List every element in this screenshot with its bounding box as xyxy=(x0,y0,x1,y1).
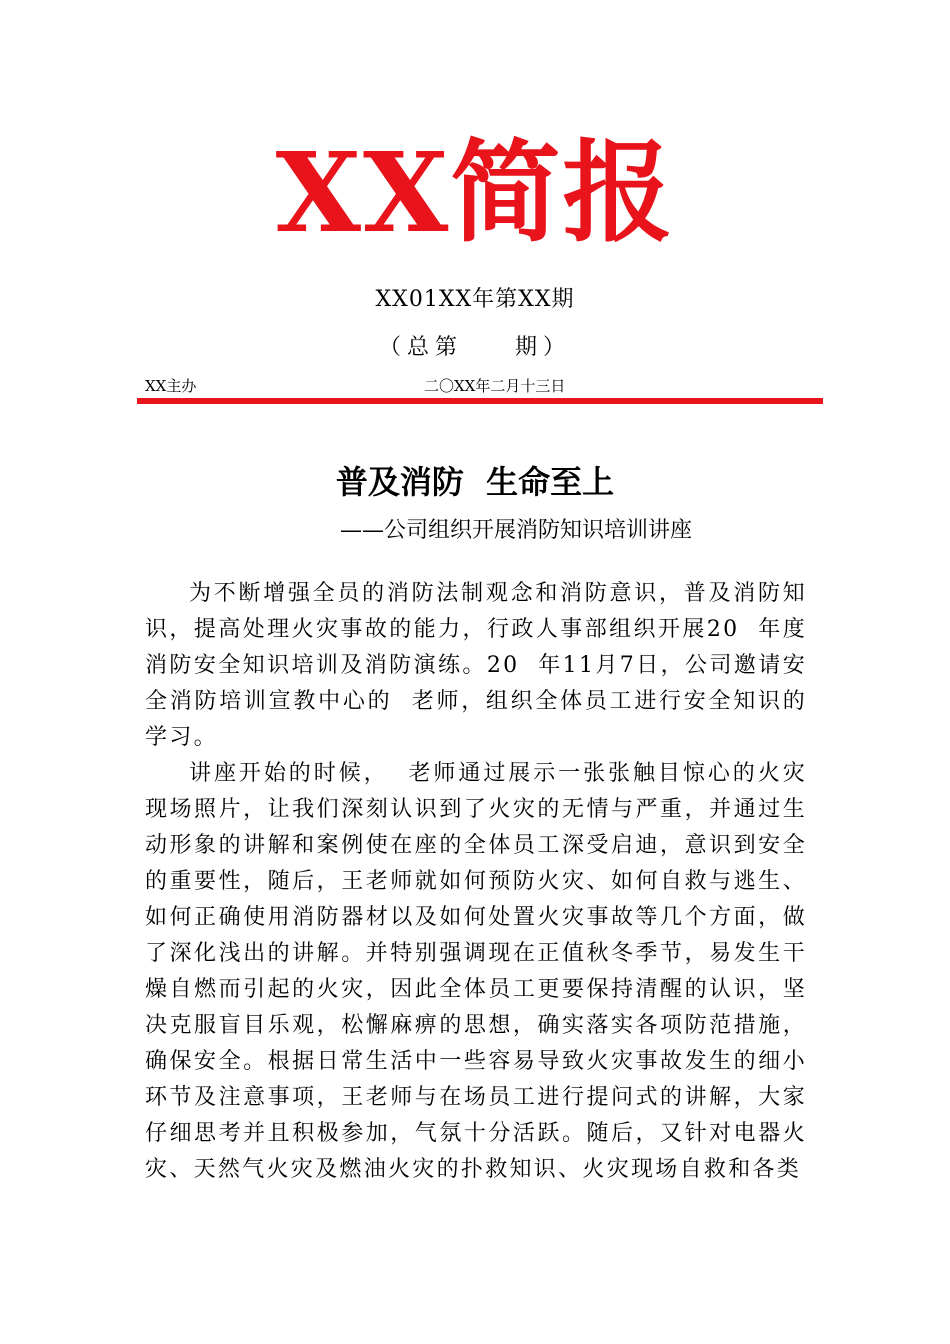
organizer-label: XX主办 xyxy=(145,377,197,395)
article-title: 普及消防 生命至上 xyxy=(335,463,615,501)
publish-date: 二〇XX年二月十三日 xyxy=(424,377,566,395)
header-divider xyxy=(137,398,823,404)
article-paragraph: 讲座开始的时候， 老师通过展示一张张触目惊心的火灾现场照片，让我们深刻认识到了火灾的无情与严重，并通过生动形象的讲解和案例使在座的全体员工深受启迪，意识到安全的重要性，随后，王老师就如何预防火灾、如何自救与逃生、如何正确使用消防器材以及如何处置火灾事故等几个方面，做了深化浅出的讲解。并特别强调现在正值秋冬季节，易发生干燥自燃而引起的火灾，因此全体员工更要保持清醒的认识，坚决克服盲目乐观，松懈麻痹的思想，确实落实各项防范措施，确保安全。根据日常生活中一些容易导致火灾事故发生的细小环节及注意事项，王老师与在场员工进行提问式的讲解，大家仔细思考并且积极参加，气氛十分活跃。随后，又针对电器火灾、天然气火灾及燃油火灾的扑救知识、火灾现场自救和各类 xyxy=(145,761,807,1182)
article-body xyxy=(145,576,807,1188)
masthead-title: XX简报 xyxy=(275,128,675,257)
total-issue-number: （总第 期） xyxy=(379,335,571,360)
article-paragraph: 为不断增强全员的消防法制观念和消防意识，普及消防知识，提高处理火灾事故的能力，行政人事部组织开展20 年度消防安全知识培训及消防演练。20 年11月7日，公司邀请安全消防培训宣教中心的 老师，组织全体员工进行安全知识的学习。 xyxy=(145,581,807,750)
issue-number: XX01XX年第XX期 xyxy=(375,287,575,312)
article-subtitle: ——公司组织开展消防知识培训讲座 xyxy=(340,518,693,543)
